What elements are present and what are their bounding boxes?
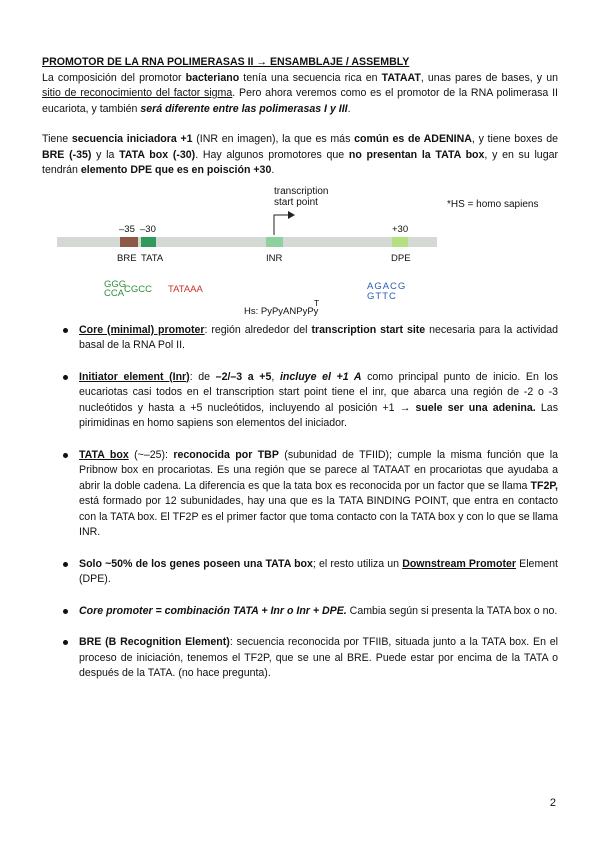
list-item: Solo ~50% de los genes poseen una TATA box; el resto utiliza un Downstream Promoter Element (DPE).: [42, 557, 558, 588]
bullet-dot: [63, 640, 68, 645]
pos-plus30: +30: [392, 223, 409, 235]
dpe-box: [392, 237, 408, 247]
inr-seq: Hs: PyPyANPyPy: [244, 305, 319, 317]
hs-note: *HS = homo sapiens: [447, 198, 539, 210]
bre-seq-top: GGG: [104, 278, 127, 290]
paragraph-bacterial-promoter: La composición del promotor bacteriano tenía una secuencia rica en TATAAT, unas pares de bases, y un sitio de reconocimiento del factor sigma. Pero ahora veremos como es el promotor de la RNA polimerasa II eucariota, y también será diferente entre las polimerasas I y III.: [42, 71, 558, 115]
dpe-seq-bottom: GTTC: [367, 290, 397, 302]
label-dpe: DPE: [391, 252, 411, 264]
pos-minus30: –30: [140, 223, 156, 235]
pos-minus35: –35: [119, 223, 135, 235]
document-page: [42, 55, 558, 698]
list-item: Core (minimal) promoter: región alrededor del transcription start site necesaria para la actividad basal de la RNA Pol II.: [42, 323, 558, 354]
page-number: 2: [549, 797, 556, 809]
bullet-dot: [63, 609, 68, 614]
tata-box: [141, 237, 156, 247]
promoter-diagram-svg: [42, 185, 558, 323]
list-item: Initiator element (Inr): de –2/–3 a +5, incluye el +1 A como principal punto de inicio. En los eucariotas casi todos en el transcription start point tiene el inr, que abarca una región de -2 o -3 nucleótidos y hasta a +5 nucleótidos, incluyendo al posición +1 → suele ser una adenina. Las pirimidinas en homo sapiens son elementos del iniciador.: [42, 370, 558, 432]
dpe-seq-top: AGACG: [367, 280, 407, 292]
paragraph-initiator-sequence: Tiene secuencia iniciadora +1 (INR en imagen), la que es más común es de ADENINA, y tiene boxes de BRE (-35) y la TATA box (-30). Hay algunos promotores que no presentan la TATA box, y en su lugar tendrán elemento DPE que es en poisción +30.: [42, 133, 559, 176]
tata-seq: TATAAA: [168, 283, 203, 295]
tss-arrow-head: [288, 211, 295, 219]
label-tata: TATA: [141, 252, 164, 264]
tss-label-1: transcription: [274, 185, 329, 197]
bre-seq-tail: CGCC: [124, 283, 152, 295]
inr-alt-base: T: [314, 297, 320, 308]
bullet-dot: [63, 328, 68, 333]
dna-bar: [57, 237, 437, 247]
bre-seq-bottom: CCA: [104, 287, 125, 299]
promoter-diagram: [42, 185, 558, 323]
key-points-list: [42, 323, 558, 682]
list-item: Core promoter = combinación TATA + Inr o Inr + DPE. Cambia según si presenta la TATA box o no.: [42, 604, 558, 620]
list-item: TATA box (~–25): reconocida por TBP (subunidad de TFIID); cumple la misma función que la Pribnow box en procariotas. Es una región que se parece al TATAAT en procariotas que ayudaba a abrir la doble cadena. La diferencia es que la tata box es reconocida por un factor que se llama TF2P, está formado por 12 subunidades, hay una que es la TATA BINDING POINT, que entra en contacto con la TATA box. El TF2P es el primer factor que toma contacto con la TATA box y con lo que se llama INR.: [42, 448, 558, 541]
bullet-dot: [63, 453, 68, 458]
list-item: BRE (B Recognition Element): secuencia reconocida por TFIIB, situada junto a la TATA box. En el proceso de iniciación, tenemos el TF2P, que se une al BRE. Puede estar por encima de la TATA o después de la TATA. (no hace pregunta).: [42, 635, 558, 682]
tss-arrow: [274, 215, 288, 235]
inr-box: [266, 237, 283, 247]
label-inr: INR: [266, 252, 283, 264]
bullet-dot: [63, 375, 68, 380]
label-bre: BRE: [117, 252, 137, 264]
bre-box: [120, 237, 138, 247]
section-heading: PROMOTOR DE LA RNA POLIMERASAS II → ENSAMBLAJE / ASSEMBLY: [42, 56, 410, 68]
tss-label-2: start point: [274, 196, 318, 208]
bullet-dot: [63, 562, 68, 567]
